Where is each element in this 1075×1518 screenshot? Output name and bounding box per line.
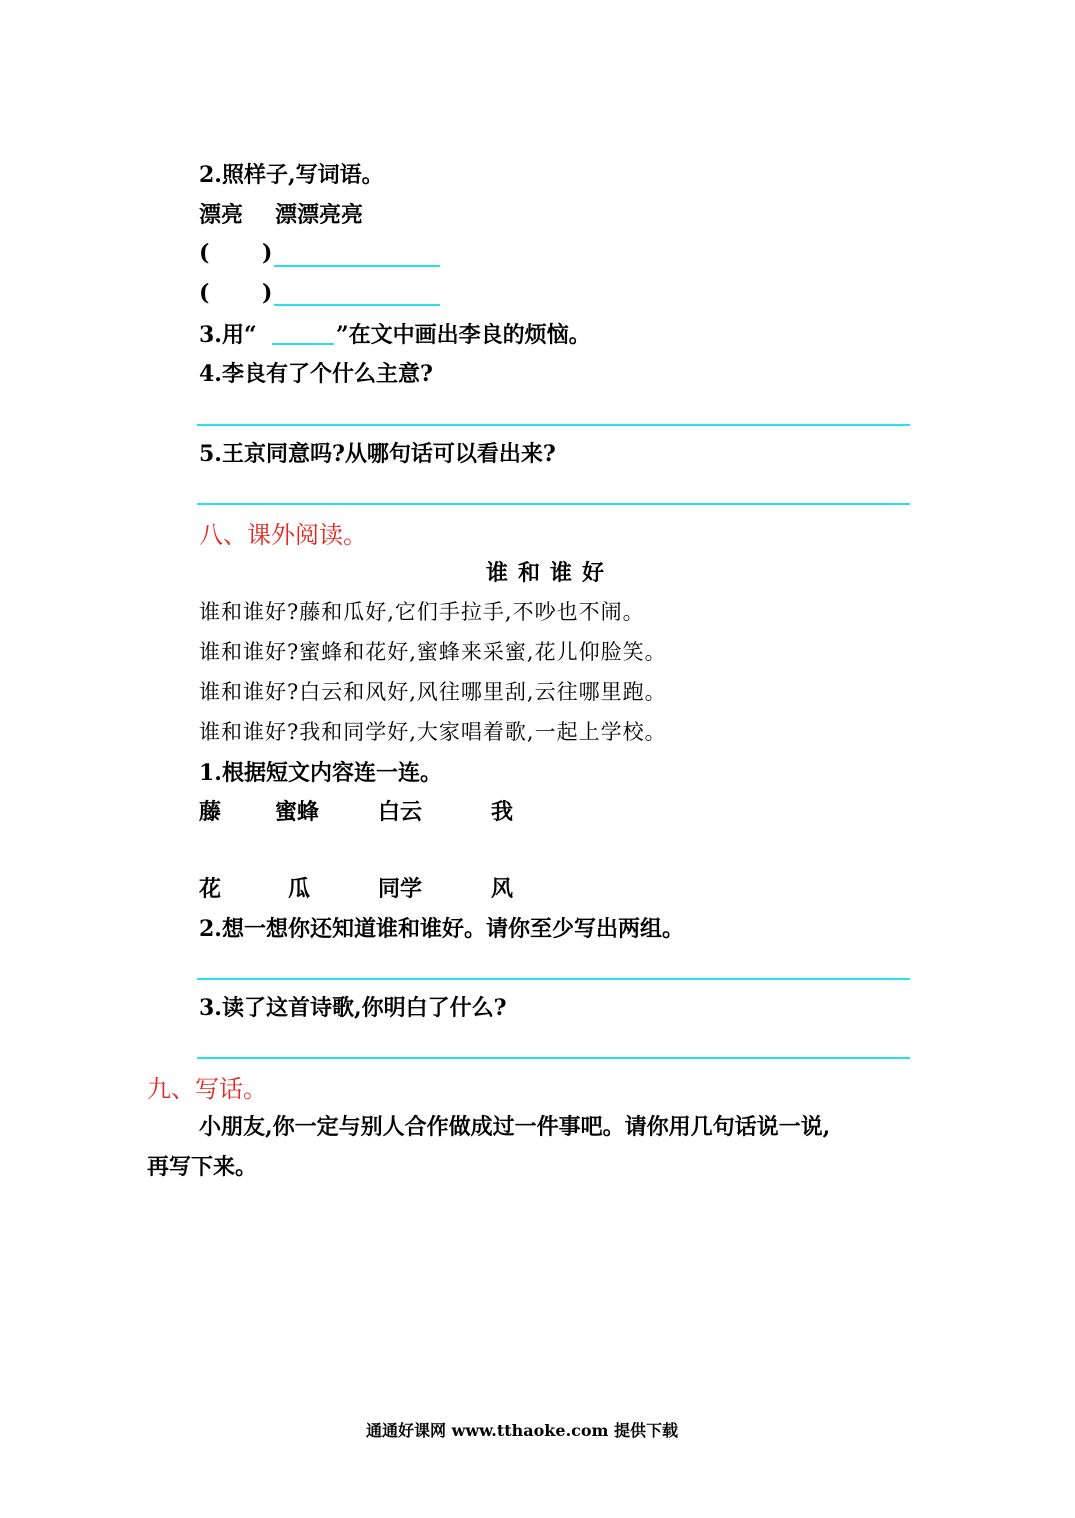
q2-prompt: 2.照样子,写词语。 [199, 162, 384, 188]
q2-answer-line-2[interactable] [274, 304, 440, 306]
q2-blank1-close: ) [262, 240, 273, 266]
q5-answer-line[interactable] [197, 503, 910, 505]
s8-q1-prompt: 1.根据短文内容连一连。 [199, 760, 442, 786]
match-top-word-4[interactable]: 我 [491, 799, 514, 825]
poem-line-3: 谁和谁好?白云和风好,风往哪里刮,云往哪里跑。 [199, 680, 667, 704]
s8-q3-answer-line[interactable] [197, 1057, 910, 1059]
match-bottom-word-2[interactable]: 瓜 [288, 876, 311, 902]
q2-blank1-open: ( [199, 240, 210, 266]
q4-prompt: 4.李良有了个什么主意? [199, 361, 433, 387]
q2-blank2-open: ( [199, 280, 210, 306]
match-bottom-word-4[interactable]: 风 [491, 876, 514, 902]
q3-underline-sample [272, 343, 334, 345]
match-bottom-word-1[interactable]: 花 [199, 876, 222, 902]
match-bottom-word-3[interactable]: 同学 [378, 876, 423, 902]
s8-q2-answer-line[interactable] [197, 978, 910, 980]
s8-q3-prompt: 3.读了这首诗歌,你明白了什么? [199, 995, 507, 1021]
q3-before: 3.用“ [199, 322, 257, 348]
match-top-word-2[interactable]: 蜜蜂 [275, 799, 320, 825]
footer-text: 通通好课网 www.tthaoke.com 提供下载 [366, 1421, 679, 1440]
s8-q2-prompt: 2.想一想你还知道谁和谁好。请你至少写出两组。 [199, 916, 684, 942]
q2-example-b: 漂漂亮亮 [275, 202, 364, 228]
section9-heading: 九、写话。 [147, 1075, 267, 1103]
match-top-word-3[interactable]: 白云 [378, 799, 423, 825]
q3-after: ”在文中画出李良的烦恼。 [336, 322, 591, 348]
section9-text-line1: 小朋友,你一定与别人合作做成过一件事吧。请你用几句话说一说, [199, 1114, 831, 1140]
poem-line-1: 谁和谁好?藤和瓜好,它们手拉手,不吵也不闹。 [199, 600, 645, 624]
poem-title: 谁和谁好 [486, 560, 615, 586]
q2-answer-line-1[interactable] [274, 265, 440, 267]
section9-text-line2: 再写下来。 [147, 1154, 258, 1180]
q5-prompt: 5.王京同意吗?从哪句话可以看出来? [199, 441, 556, 467]
section8-heading: 八、课外阅读。 [199, 521, 367, 549]
q2-blank2-close: ) [262, 280, 273, 306]
poem-line-4: 谁和谁好?我和同学好,大家唱着歌,一起上学校。 [199, 720, 667, 744]
poem-line-2: 谁和谁好?蜜蜂和花好,蜜蜂来采蜜,花儿仰脸笑。 [199, 640, 667, 664]
q4-answer-line[interactable] [197, 424, 910, 426]
q2-example-a: 漂亮 [199, 202, 244, 228]
match-top-word-1[interactable]: 藤 [199, 799, 222, 825]
